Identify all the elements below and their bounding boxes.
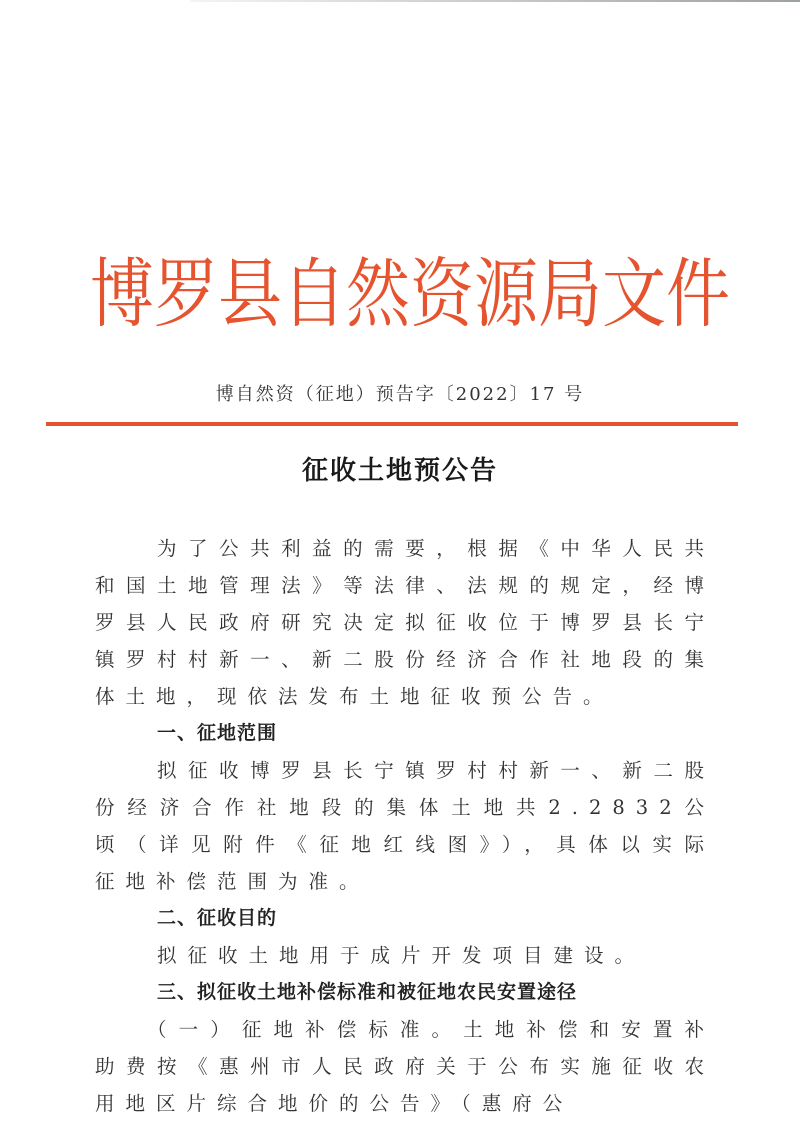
- document-number: 博自然资（征地）预告字〔2022〕17 号: [215, 384, 585, 405]
- masthead-char: 局: [538, 251, 602, 339]
- section-heading-scope: 一、征地范围: [157, 722, 278, 744]
- masthead-char: 县: [218, 251, 282, 339]
- masthead-char: 罗: [154, 251, 218, 339]
- scan-edge: [190, 0, 800, 2]
- section-paragraph: （一）征地补偿标准。土地补偿和安置补助费按《惠州市人民政府关于公布实施征收农用地区片综合地价的公告》（惠府公: [95, 1018, 715, 1115]
- masthead-char: 文: [602, 251, 666, 339]
- red-divider-rule: [46, 422, 738, 426]
- section-paragraph: 拟征收土地用于成片开发项目建设。: [157, 944, 646, 967]
- masthead-char: 自: [282, 251, 346, 339]
- intro-paragraph: 为了公共利益的需要，根据《中华人民共和国土地管理法》等法律、法规的规定，经博罗县人民政府研究决定拟征收位于博罗县长宁镇罗村村新一、新二股份经济合作社地段的集体土地，现依法发布土地征收预公告。: [95, 537, 715, 708]
- section-heading-compensation: 三、拟征收土地补偿标准和被征地农民安置途径: [157, 981, 578, 1003]
- section-paragraph: 拟征收博罗县长宁镇罗村村新一、新二股份经济合作社地段的集体土地共2.2832公顷（详见附件《征地红线图》），具体以实际征地补偿范围为准。: [95, 759, 715, 893]
- document-body: [95, 530, 715, 1122]
- masthead-char: 源: [474, 251, 538, 339]
- section-heading-purpose: 二、征收目的: [157, 907, 278, 929]
- document-title: 征收土地预公告: [301, 456, 498, 486]
- masthead-char: 件: [666, 251, 730, 339]
- masthead-char: 然: [346, 251, 410, 339]
- masthead-char: 博: [90, 251, 154, 339]
- masthead-char: 资: [410, 251, 474, 339]
- document-masthead: [90, 243, 730, 339]
